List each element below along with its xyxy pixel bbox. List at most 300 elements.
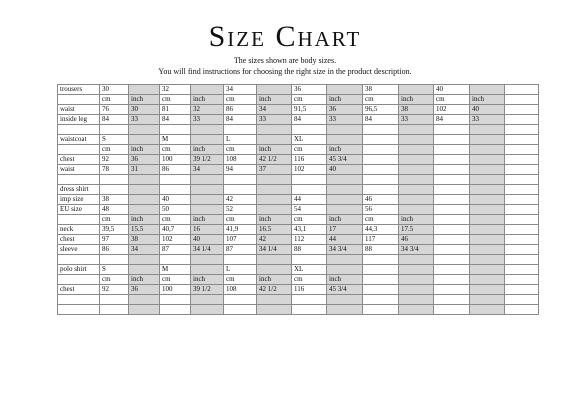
table-cell <box>505 235 539 245</box>
table-cell <box>363 255 399 265</box>
table-cell: 48 <box>100 205 129 215</box>
table-cell <box>505 155 539 165</box>
table-cell: 44 <box>327 235 363 245</box>
table-cell <box>129 185 160 195</box>
table-row <box>58 95 539 105</box>
table-cell: 42 <box>224 195 257 205</box>
table-cell <box>292 185 327 195</box>
table-cell <box>292 295 327 305</box>
table-cell: M <box>160 265 191 275</box>
table-cell: inch <box>257 145 292 155</box>
table-cell: 87 <box>160 245 191 255</box>
table-cell <box>327 85 363 95</box>
table-cell <box>505 295 539 305</box>
table-cell <box>224 255 257 265</box>
table-cell <box>292 125 327 135</box>
table-cell <box>129 135 160 145</box>
table-cell <box>434 255 470 265</box>
table-cell: inch <box>129 95 160 105</box>
table-cell: 86 <box>224 105 257 115</box>
table-cell: 116 <box>292 285 327 295</box>
table-row <box>58 205 539 215</box>
table-cell: cm <box>224 275 257 285</box>
table-cell: 36 <box>327 105 363 115</box>
table-cell: 84 <box>100 115 129 125</box>
table-cell <box>292 255 327 265</box>
table-cell: XL <box>292 265 327 275</box>
table-cell: cm <box>160 145 191 155</box>
table-cell: 40 <box>470 105 505 115</box>
table-cell <box>363 135 399 145</box>
table-row <box>58 135 539 145</box>
table-cell <box>434 195 470 205</box>
table-cell: cm <box>100 95 129 105</box>
table-cell: inch <box>191 215 224 225</box>
table-cell: 33 <box>191 115 224 125</box>
table-cell <box>100 295 129 305</box>
table-cell: 30 <box>129 105 160 115</box>
table-row <box>58 305 539 315</box>
table-row <box>58 225 539 235</box>
table-cell <box>434 155 470 165</box>
table-cell: 100 <box>160 285 191 295</box>
table-cell <box>257 185 292 195</box>
table-cell <box>257 295 292 305</box>
table-cell: 92 <box>100 285 129 295</box>
table-cell: cm <box>224 145 257 155</box>
table-cell <box>191 205 224 215</box>
table-cell <box>160 175 191 185</box>
table-cell: 102 <box>434 105 470 115</box>
table-cell <box>292 175 327 185</box>
table-cell <box>434 175 470 185</box>
row-label-cell <box>58 125 100 135</box>
table-cell: 107 <box>224 235 257 245</box>
table-cell: 108 <box>224 155 257 165</box>
table-cell <box>129 255 160 265</box>
table-cell <box>505 245 539 255</box>
table-cell: cm <box>363 95 399 105</box>
table-cell <box>100 305 129 315</box>
table-cell: inch <box>129 145 160 155</box>
table-cell: 40 <box>160 195 191 205</box>
table-cell <box>505 85 539 95</box>
table-cell: 84 <box>160 115 191 125</box>
table-cell: inch <box>327 215 363 225</box>
table-row <box>58 295 539 305</box>
table-cell <box>363 125 399 135</box>
table-cell: cm <box>160 95 191 105</box>
table-cell: inch <box>327 275 363 285</box>
table-row <box>58 275 539 285</box>
table-cell <box>470 215 505 225</box>
table-cell <box>327 175 363 185</box>
table-cell: 42 1/2 <box>257 285 292 295</box>
table-cell <box>434 165 470 175</box>
table-cell <box>363 295 399 305</box>
row-label-cell <box>58 145 100 155</box>
table-cell <box>505 175 539 185</box>
table-cell: 42 <box>257 235 292 245</box>
table-cell: inch <box>191 145 224 155</box>
table-cell: inch <box>470 95 505 105</box>
table-cell <box>399 255 434 265</box>
table-cell: 46 <box>363 195 399 205</box>
table-cell <box>257 265 292 275</box>
table-cell: inch <box>327 95 363 105</box>
table-cell <box>327 205 363 215</box>
table-row <box>58 255 539 265</box>
table-cell <box>327 295 363 305</box>
table-cell: 42 1/2 <box>257 155 292 165</box>
table-cell <box>434 215 470 225</box>
table-cell <box>434 295 470 305</box>
table-cell <box>191 175 224 185</box>
table-cell <box>327 185 363 195</box>
row-label-cell <box>58 275 100 285</box>
row-label-cell <box>58 305 100 315</box>
table-cell <box>399 285 434 295</box>
table-cell <box>505 205 539 215</box>
table-cell <box>505 195 539 205</box>
row-label-cell <box>58 175 100 185</box>
table-cell <box>224 175 257 185</box>
table-cell <box>505 125 539 135</box>
table-cell: 17.5 <box>399 225 434 235</box>
table-cell <box>129 295 160 305</box>
table-cell <box>399 165 434 175</box>
table-cell <box>399 145 434 155</box>
table-cell: 17 <box>327 225 363 235</box>
table-cell <box>399 175 434 185</box>
table-cell <box>399 275 434 285</box>
table-cell <box>505 95 539 105</box>
table-cell <box>327 265 363 275</box>
table-cell: cm <box>292 145 327 155</box>
table-cell: 16.5 <box>257 225 292 235</box>
table-cell <box>434 285 470 295</box>
table-cell: L <box>224 135 257 145</box>
table-cell: 34 <box>257 105 292 115</box>
table-cell: 112 <box>292 235 327 245</box>
table-cell <box>224 305 257 315</box>
row-label-cell: chest <box>58 235 100 245</box>
table-cell <box>363 155 399 165</box>
table-cell <box>363 305 399 315</box>
table-row <box>58 195 539 205</box>
table-cell: 34 <box>224 85 257 95</box>
table-cell <box>363 145 399 155</box>
table-cell: cm <box>224 215 257 225</box>
table-cell <box>470 85 505 95</box>
table-cell <box>505 105 539 115</box>
table-cell: 38 <box>363 85 399 95</box>
table-cell <box>160 295 191 305</box>
table-cell <box>129 85 160 95</box>
table-cell <box>191 295 224 305</box>
table-cell <box>470 135 505 145</box>
table-cell <box>129 175 160 185</box>
row-label-cell <box>58 255 100 265</box>
table-cell <box>399 85 434 95</box>
table-cell: cm <box>292 215 327 225</box>
table-cell <box>434 125 470 135</box>
table-cell: 36 <box>129 155 160 165</box>
table-cell <box>129 265 160 275</box>
table-cell: 116 <box>292 155 327 165</box>
table-cell: cm <box>363 215 399 225</box>
table-cell: 38 <box>399 105 434 115</box>
table-cell: 38 <box>129 235 160 245</box>
table-row <box>58 265 539 275</box>
table-cell: 102 <box>292 165 327 175</box>
table-cell <box>470 295 505 305</box>
table-cell <box>129 205 160 215</box>
table-cell <box>470 255 505 265</box>
table-row <box>58 235 539 245</box>
table-cell: 33 <box>399 115 434 125</box>
subtitle-instructions: You will find instructions for choosing the right size in the product description. <box>158 67 412 76</box>
row-label-cell: waistcoat <box>58 135 100 145</box>
table-cell <box>100 125 129 135</box>
size-chart-table <box>57 84 539 315</box>
table-cell: 40,7 <box>160 225 191 235</box>
table-cell: 33 <box>129 115 160 125</box>
table-cell: 86 <box>100 245 129 255</box>
table-cell <box>434 275 470 285</box>
table-cell: 96,5 <box>363 105 399 115</box>
table-cell: cm <box>100 275 129 285</box>
table-cell <box>327 255 363 265</box>
table-cell <box>257 255 292 265</box>
table-cell <box>399 135 434 145</box>
table-cell: S <box>100 265 129 275</box>
row-label-cell: EU size <box>58 205 100 215</box>
table-cell: 46 <box>399 235 434 245</box>
table-cell <box>505 275 539 285</box>
table-cell <box>434 245 470 255</box>
row-label-cell: imp size <box>58 195 100 205</box>
table-row <box>58 285 539 295</box>
table-cell <box>505 305 539 315</box>
table-row <box>58 245 539 255</box>
table-cell: 87 <box>224 245 257 255</box>
table-cell: 39 1/2 <box>191 155 224 165</box>
table-cell: 39,5 <box>100 225 129 235</box>
table-cell <box>470 225 505 235</box>
table-cell: inch <box>129 215 160 225</box>
row-label-cell: polo shirt <box>58 265 100 275</box>
table-cell <box>191 305 224 315</box>
table-cell: 34 1/4 <box>191 245 224 255</box>
table-cell <box>434 305 470 315</box>
table-row <box>58 145 539 155</box>
table-cell: inch <box>327 145 363 155</box>
table-cell: 39 1/2 <box>191 285 224 295</box>
table-cell: 56 <box>363 205 399 215</box>
table-cell <box>191 255 224 265</box>
table-cell: 34 3/4 <box>327 245 363 255</box>
table-cell: 34 1/4 <box>257 245 292 255</box>
table-cell <box>129 195 160 205</box>
table-cell <box>470 165 505 175</box>
table-cell <box>224 185 257 195</box>
row-label-cell: waist <box>58 165 100 175</box>
table-cell: 40 <box>327 165 363 175</box>
table-cell <box>505 135 539 145</box>
table-cell: cm <box>100 145 129 155</box>
table-cell <box>399 295 434 305</box>
table-cell <box>191 185 224 195</box>
table-cell: 31 <box>129 165 160 175</box>
row-label-cell <box>58 215 100 225</box>
table-cell: 36 <box>129 285 160 295</box>
table-cell <box>224 295 257 305</box>
table-cell: 30 <box>100 85 129 95</box>
table-cell: 94 <box>224 165 257 175</box>
table-cell: inch <box>257 275 292 285</box>
table-cell: 92 <box>100 155 129 165</box>
table-row <box>58 85 539 95</box>
table-cell <box>327 195 363 205</box>
table-cell <box>505 255 539 265</box>
table-row <box>58 185 539 195</box>
table-cell: 88 <box>363 245 399 255</box>
table-cell <box>470 125 505 135</box>
table-cell: 102 <box>160 235 191 245</box>
table-cell <box>470 145 505 155</box>
table-cell <box>191 265 224 275</box>
table-cell <box>434 265 470 275</box>
table-cell <box>434 205 470 215</box>
table-cell <box>505 225 539 235</box>
table-cell: 33 <box>257 115 292 125</box>
table-cell: 34 3/4 <box>399 245 434 255</box>
table-cell: 78 <box>100 165 129 175</box>
table-cell <box>363 165 399 175</box>
table-cell <box>505 145 539 155</box>
row-label-cell: dress shirt <box>58 185 100 195</box>
table-cell <box>434 145 470 155</box>
table-cell <box>100 175 129 185</box>
table-cell <box>363 265 399 275</box>
table-cell <box>292 305 327 315</box>
table-cell <box>505 185 539 195</box>
table-row <box>58 175 539 185</box>
table-cell <box>257 85 292 95</box>
table-cell <box>470 185 505 195</box>
table-cell <box>505 265 539 275</box>
table-row <box>58 215 539 225</box>
table-cell: 100 <box>160 155 191 165</box>
row-label-cell: inside leg <box>58 115 100 125</box>
table-cell <box>257 205 292 215</box>
table-cell: cm <box>434 95 470 105</box>
table-cell <box>160 305 191 315</box>
subtitle-body-sizes: The sizes shown are body sizes. <box>233 56 337 65</box>
table-cell: 117 <box>363 235 399 245</box>
row-label-cell: chest <box>58 155 100 165</box>
table-cell: 84 <box>363 115 399 125</box>
table-cell: XL <box>292 135 327 145</box>
table-cell <box>470 265 505 275</box>
table-cell: cm <box>100 215 129 225</box>
table-cell: 81 <box>160 105 191 115</box>
page-title: Size Chart <box>208 20 362 53</box>
table-cell: 52 <box>224 205 257 215</box>
table-cell <box>399 185 434 195</box>
table-cell <box>191 195 224 205</box>
table-cell <box>257 125 292 135</box>
table-cell <box>470 285 505 295</box>
table-cell <box>100 255 129 265</box>
table-cell: inch <box>257 95 292 105</box>
table-cell <box>160 185 191 195</box>
table-cell <box>399 125 434 135</box>
table-cell: 33 <box>327 115 363 125</box>
table-cell <box>327 305 363 315</box>
table-cell: 15.5 <box>129 225 160 235</box>
table-cell: inch <box>191 275 224 285</box>
table-cell: 76 <box>100 105 129 115</box>
table-cell <box>399 265 434 275</box>
table-cell <box>160 255 191 265</box>
table-cell: 88 <box>292 245 327 255</box>
table-cell: 41,9 <box>224 225 257 235</box>
table-cell <box>470 275 505 285</box>
table-row <box>58 115 539 125</box>
table-cell <box>327 125 363 135</box>
table-cell <box>191 135 224 145</box>
table-cell: cm <box>160 215 191 225</box>
table-cell <box>224 125 257 135</box>
table-row <box>58 165 539 175</box>
table-cell: 44,3 <box>363 225 399 235</box>
table-cell <box>505 285 539 295</box>
table-cell: 97 <box>100 235 129 245</box>
table-cell <box>363 275 399 285</box>
table-cell <box>434 135 470 145</box>
size-chart-body <box>58 85 539 315</box>
table-cell: 45 3/4 <box>327 155 363 165</box>
table-cell: 108 <box>224 285 257 295</box>
table-cell: 45 3/4 <box>327 285 363 295</box>
table-cell: 91,5 <box>292 105 327 115</box>
table-cell <box>129 305 160 315</box>
table-cell: 37 <box>257 165 292 175</box>
table-cell: 16 <box>191 225 224 235</box>
table-cell <box>470 155 505 165</box>
table-cell: inch <box>129 275 160 285</box>
table-cell <box>363 185 399 195</box>
table-cell <box>505 215 539 225</box>
table-cell <box>257 175 292 185</box>
table-cell: 84 <box>292 115 327 125</box>
table-row <box>58 125 539 135</box>
row-label-cell: sleeve <box>58 245 100 255</box>
table-cell <box>470 305 505 315</box>
table-cell <box>257 135 292 145</box>
table-cell: 40 <box>191 235 224 245</box>
table-cell <box>327 135 363 145</box>
table-cell <box>399 205 434 215</box>
table-cell: 54 <box>292 205 327 215</box>
table-cell: 32 <box>160 85 191 95</box>
table-cell: 34 <box>191 165 224 175</box>
row-label-cell <box>58 295 100 305</box>
table-cell: 33 <box>470 115 505 125</box>
table-cell <box>257 305 292 315</box>
